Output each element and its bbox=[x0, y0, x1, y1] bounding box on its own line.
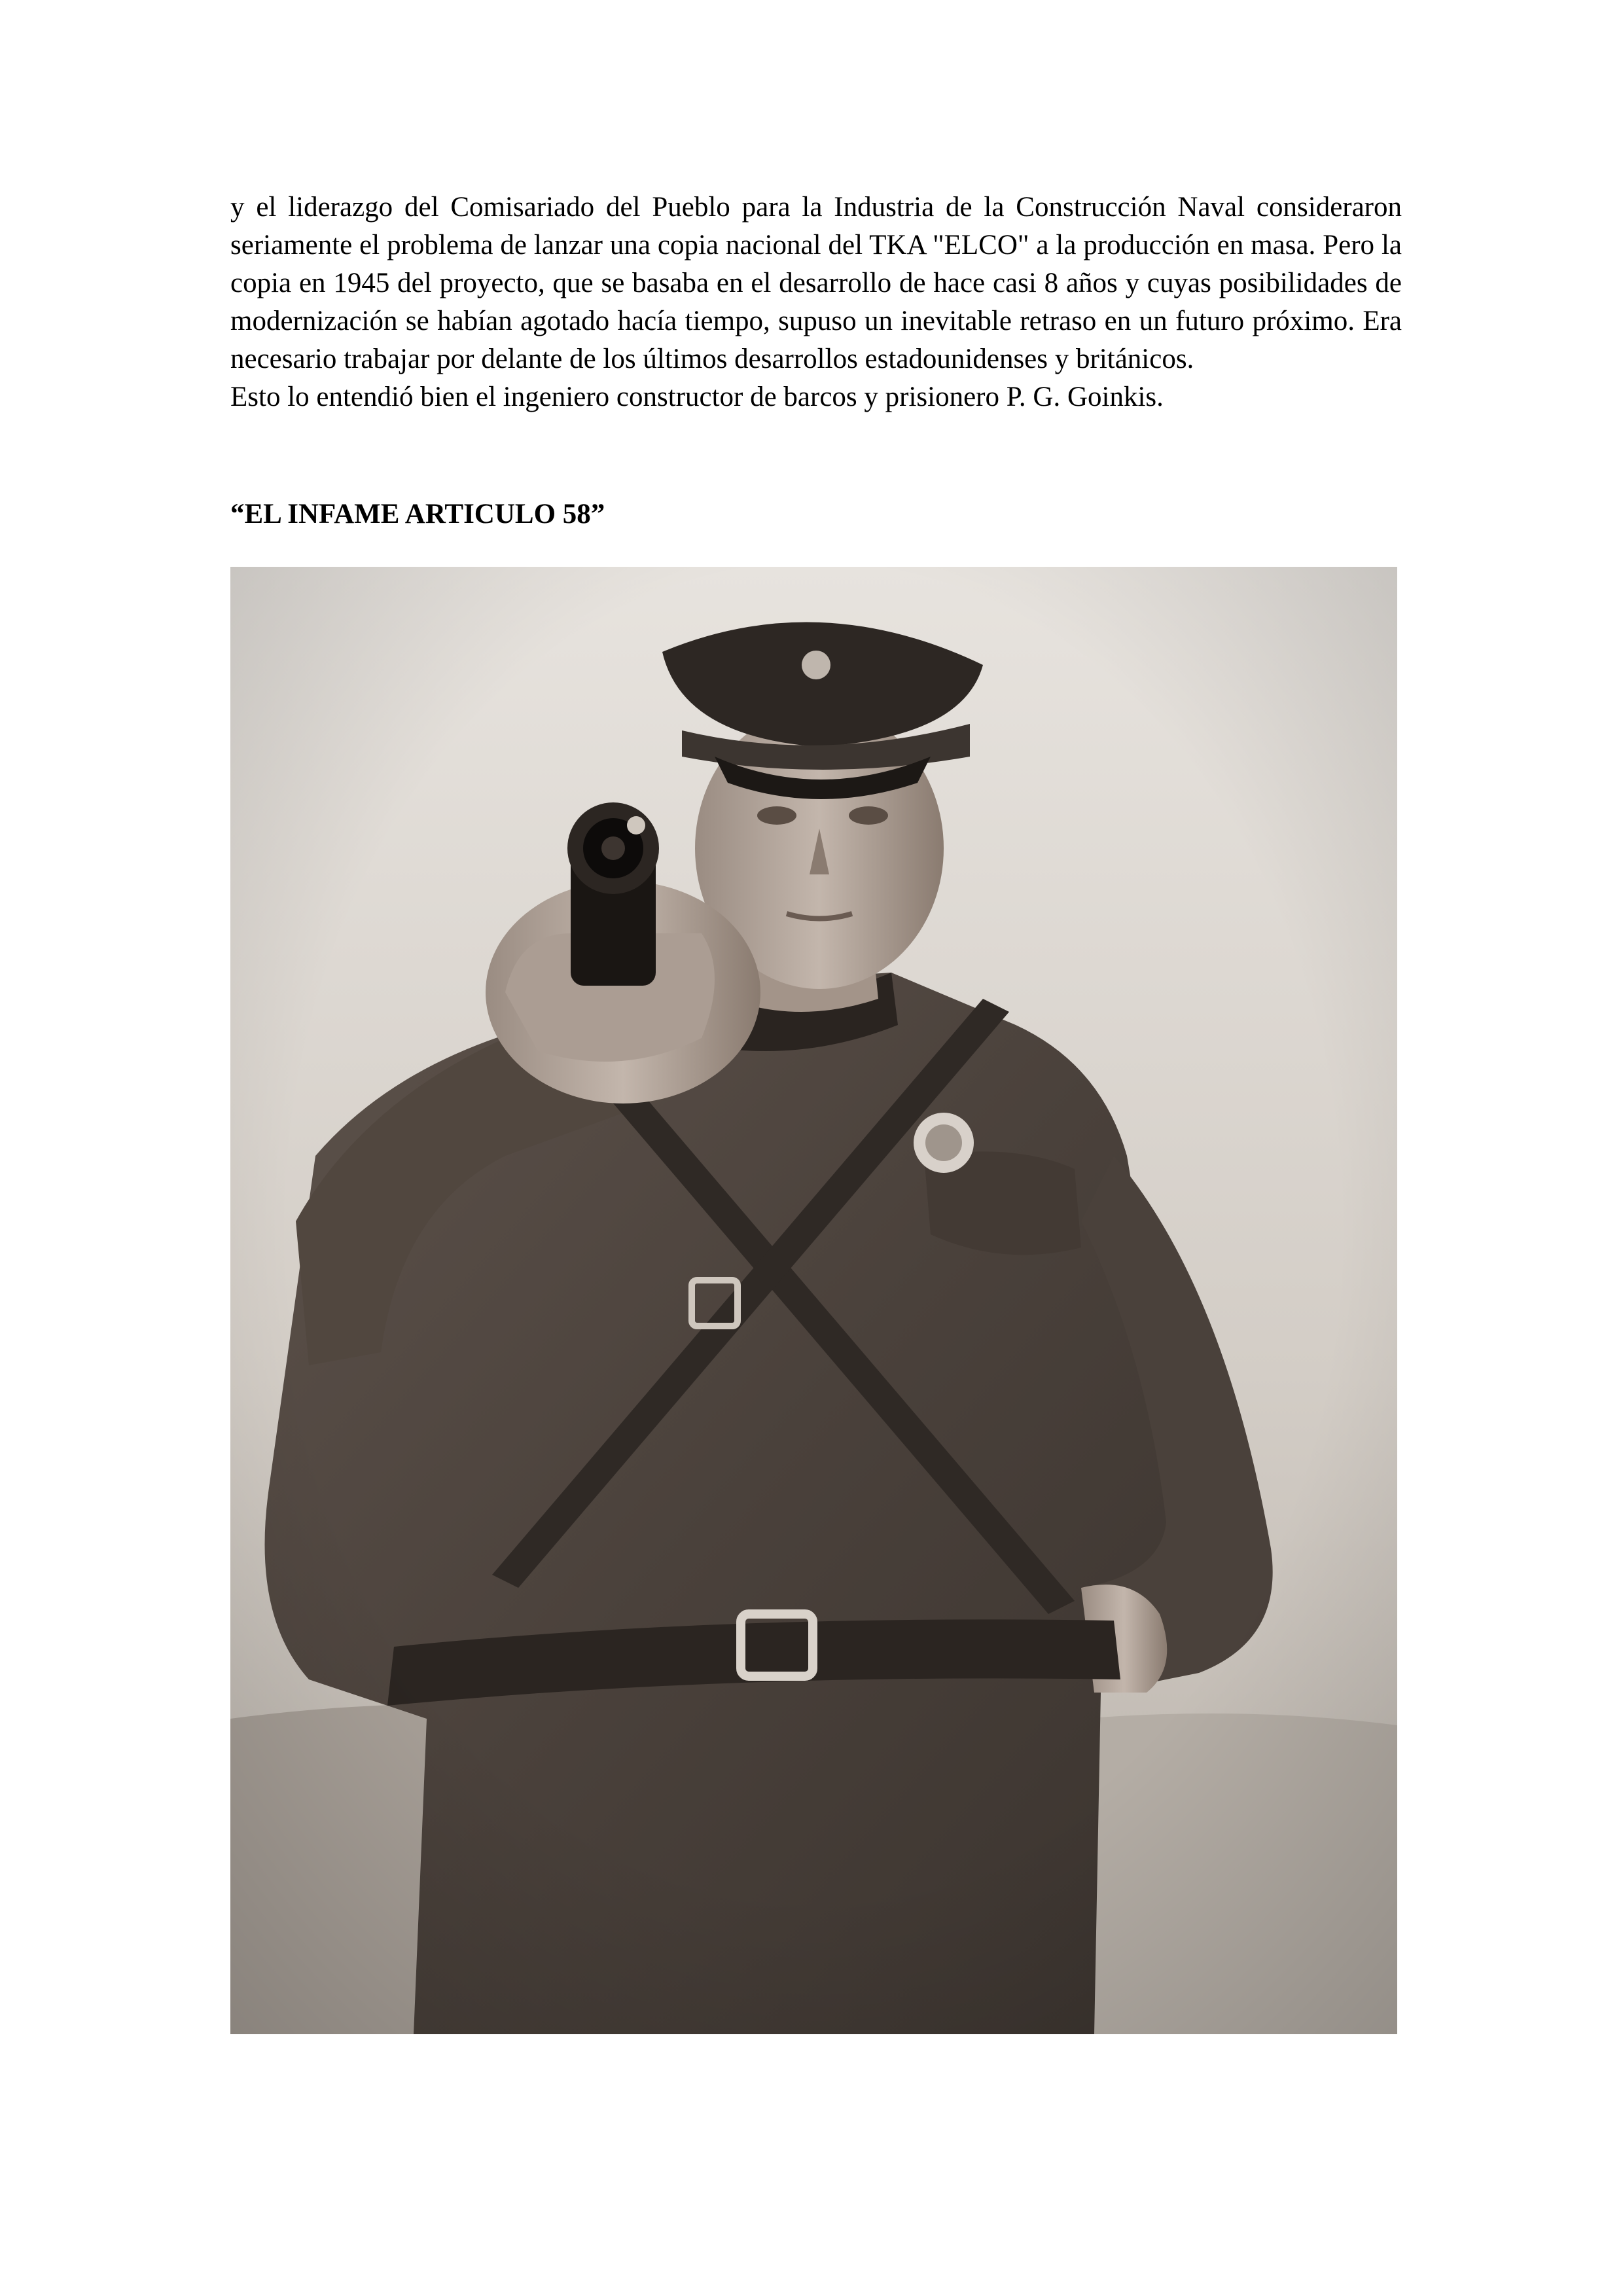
historical-photo bbox=[230, 567, 1397, 2034]
section-heading: “EL INFAME ARTICULO 58” bbox=[230, 499, 605, 529]
photo-illustration bbox=[230, 567, 1397, 2034]
body-paragraph: y el liderazgo del Comisariado del Pueblo para la Industria de la Construcción Naval consideraron seriamente el problema de lanzar una copia nacional del TKA "ELCO" a la producción en masa. Pero la copia en 1945 del proyecto, que se basaba en el desarrollo de hace casi 8 años y cuyas posibilidades de modernización se habían agotado hacía tiempo, supuso un inevitable retraso en un futuro próximo. Era necesario trabajar por delante de los últimos desarrollos estadounidenses y británicos. bbox=[230, 192, 1402, 374]
body-paragraph: Esto lo entendió bien el ingeniero constructor de barcos y prisionero P. G. Goinkis. bbox=[230, 382, 1164, 412]
body-text bbox=[230, 188, 1402, 416]
